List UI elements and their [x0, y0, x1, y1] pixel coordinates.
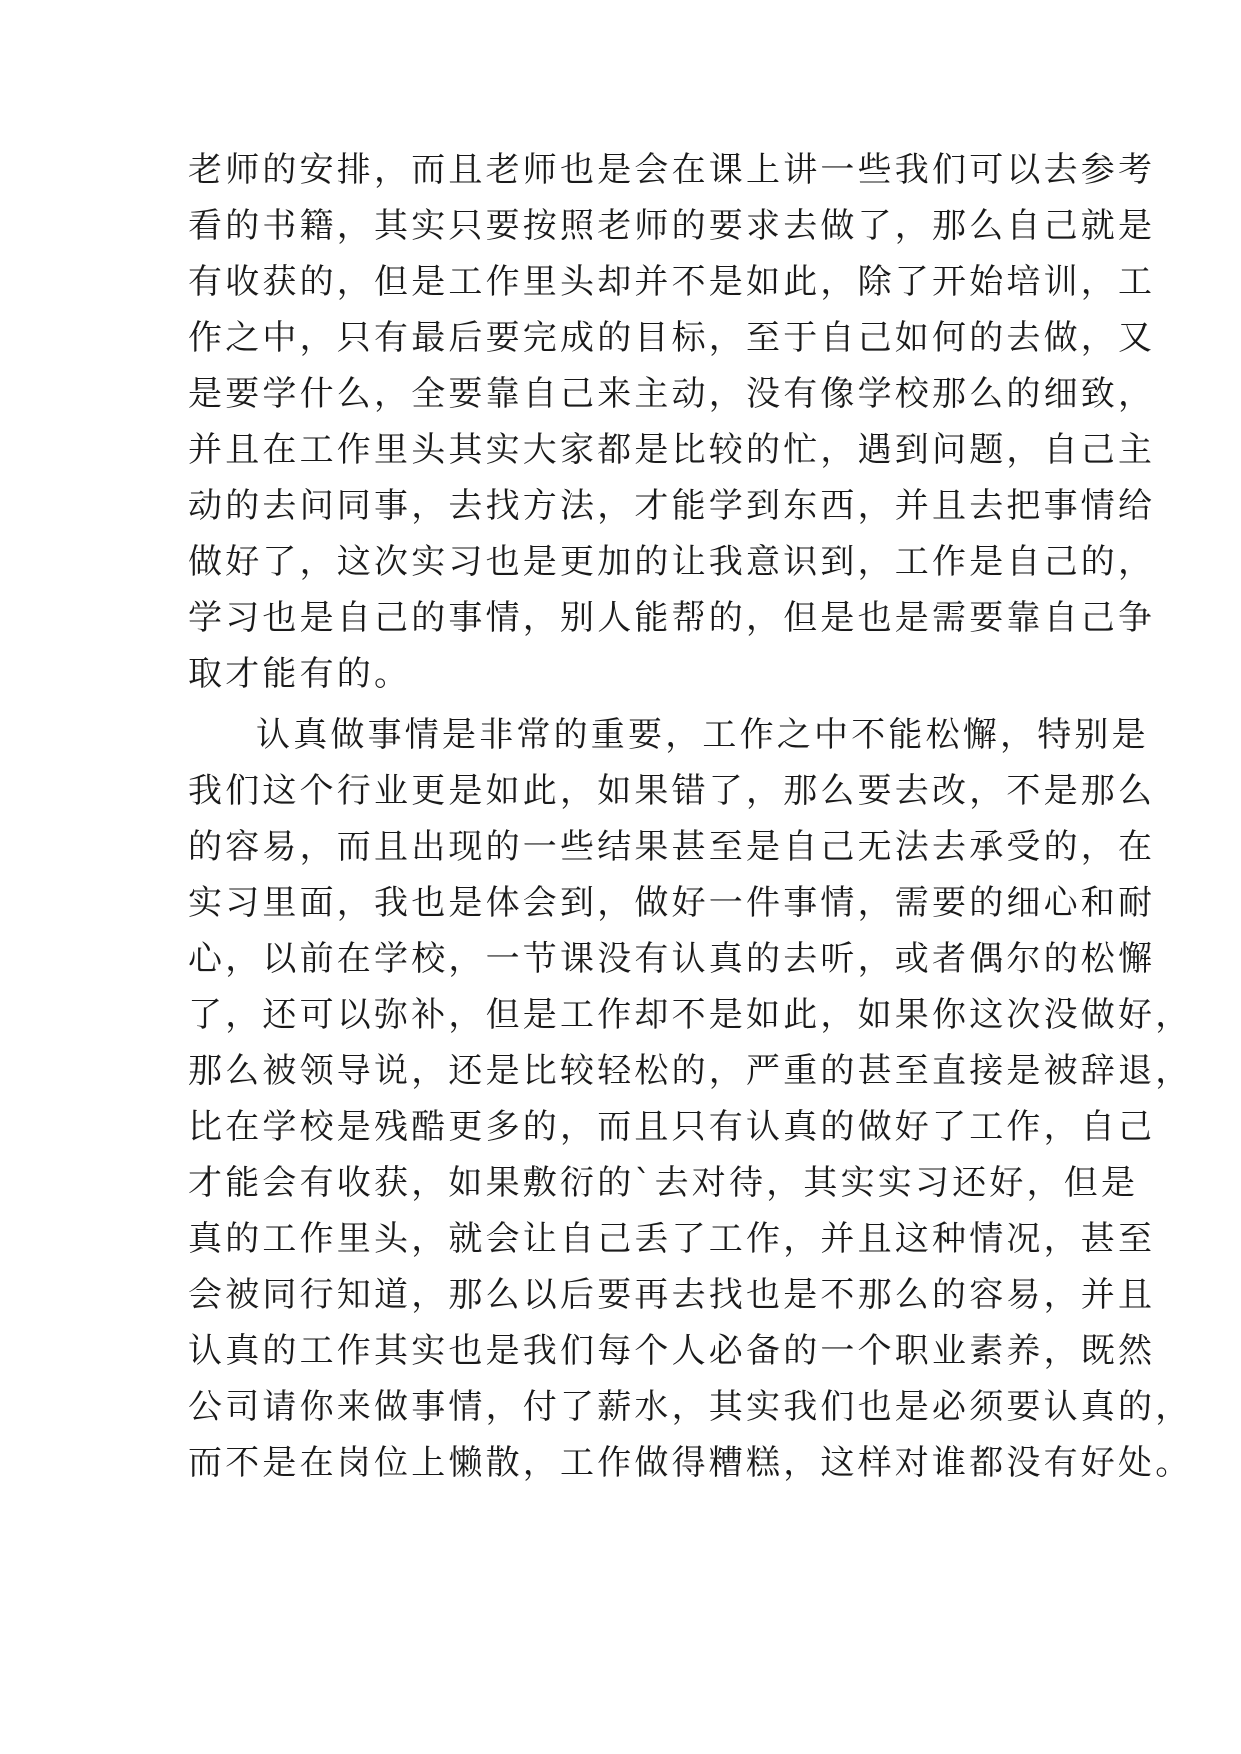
paragraph-2-line-1: 认真做事情是非常的重要，工作之中不能松懈，特别是 [256, 715, 1149, 755]
paragraph-2-line-7: 那么被领导说，还是比较轻松的，严重的甚至直接是被辞退， [188, 1051, 1193, 1091]
paragraph-1-line-1: 老师的安排，而且老师也是会在课上讲一些我们可以去参考 [188, 150, 1156, 190]
paragraph-2-line-6: 了，还可以弥补，但是工作却不是如此，如果你这次没做好， [188, 995, 1193, 1035]
paragraph-1-line-3: 有收获的，但是工作里头却并不是如此，除了开始培训，工 [188, 262, 1156, 302]
paragraph-1-line-8: 做好了，这次实习也是更加的让我意识到，工作是自己的， [188, 542, 1156, 582]
paragraph-2-line-4: 实习里面，我也是体会到，做好一件事情，需要的细心和耐 [188, 883, 1156, 923]
paragraph-1-line-2: 看的书籍，其实只要按照老师的要求去做了，那么自己就是 [188, 206, 1156, 246]
paragraph-1-line-5: 是要学什么，全要靠自己来主动，没有像学校那么的细致， [188, 374, 1156, 414]
paragraph-2-line-9: 才能会有收获，如果敷衍的`去对待，其实实习还好，但是 [188, 1163, 1139, 1203]
paragraph-1-line-9: 学习也是自己的事情，别人能帮的，但是也是需要靠自己争 [188, 598, 1156, 638]
paragraph-2-line-5: 心，以前在学校，一节课没有认真的去听，或者偶尔的松懈 [188, 939, 1156, 979]
paragraph-1-line-7: 动的去问同事，去找方法，才能学到东西，并且去把事情给 [188, 486, 1156, 526]
paragraph-2-line-11: 会被同行知道，那么以后要再去找也是不那么的容易，并且 [188, 1275, 1156, 1315]
paragraph-2-line-14: 而不是在岗位上懒散，工作做得糟糕，这样对谁都没有好处。 [188, 1443, 1193, 1483]
paragraph-2-line-13: 公司请你来做事情，付了薪水，其实我们也是必须要认真的， [188, 1387, 1193, 1427]
paragraph-2-line-12: 认真的工作其实也是我们每个人必备的一个职业素养，既然 [188, 1331, 1156, 1371]
paragraph-2-line-3: 的容易，而且出现的一些结果甚至是自己无法去承受的，在 [188, 827, 1156, 867]
paragraph-1-line-10: 取才能有的。 [188, 654, 412, 694]
paragraph-2-line-10: 真的工作里头，就会让自己丢了工作，并且这种情况，甚至 [188, 1219, 1156, 1259]
paragraph-1-line-6: 并且在工作里头其实大家都是比较的忙，遇到问题，自己主 [188, 430, 1156, 470]
paragraph-2-line-8: 比在学校是残酷更多的，而且只有认真的做好了工作，自己 [188, 1107, 1156, 1147]
paragraph-2-line-2: 我们这个行业更是如此，如果错了，那么要去改，不是那么 [188, 771, 1156, 811]
paragraph-1-line-4: 作之中，只有最后要完成的目标，至于自己如何的去做，又 [188, 318, 1156, 358]
